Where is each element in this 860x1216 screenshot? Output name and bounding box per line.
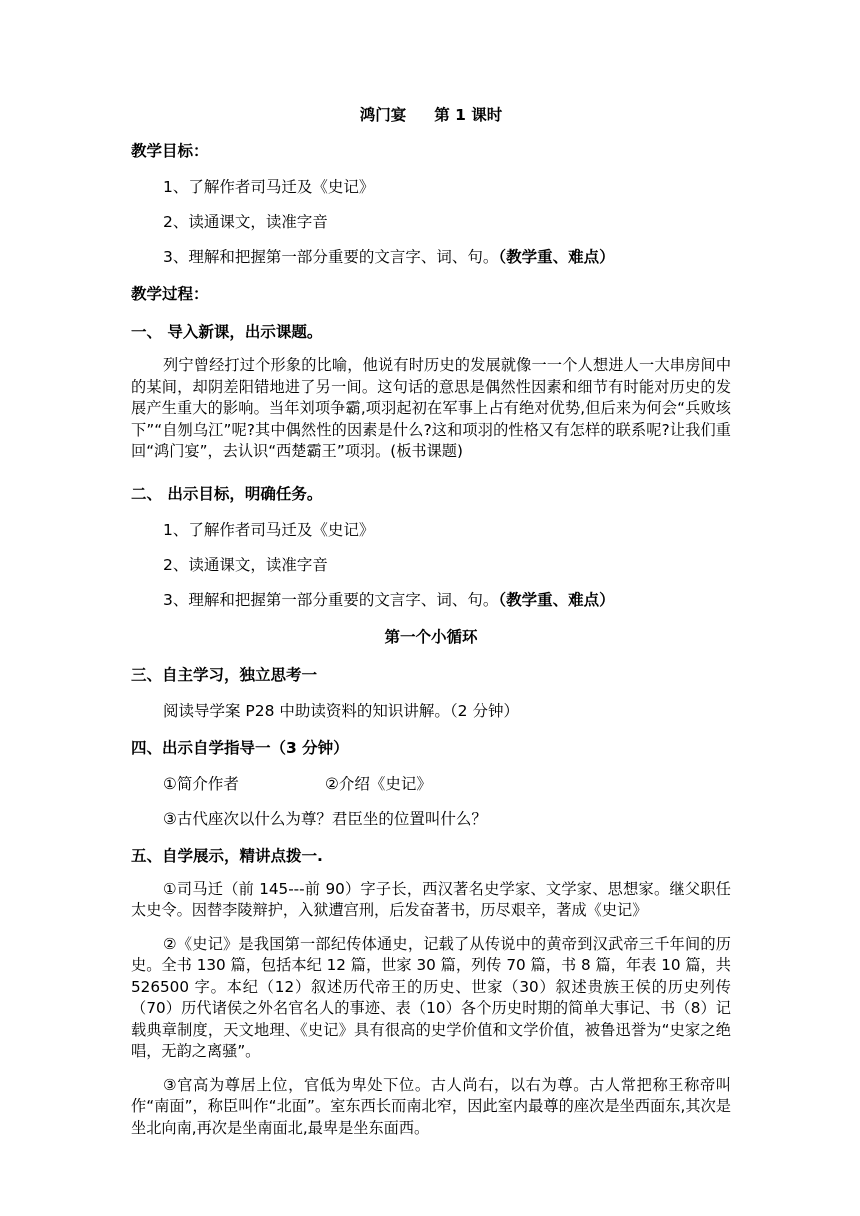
section-5-paragraph-2: ②《史记》是我国第一部纪传体通史，记载了从传说中的黄帝到汉武帝三千年间的历史。全书 130 篇，包括本纪 12 篇，世家 30 篇，列传 70 篇，书 8 篇，年表 10 篇，共 526500 字。本纪（12）叙述历代帝王的历史、世家（30）叙述贵族王侯的历史列传（70）历代诸侯之外名官名人的事迹、表（10）各个历史时期的简单大事记、书（8）记载典章制度，天文地理、《史记》具有很高的史学价值和文学价值，被鲁迅誉为“史家之绝唱，无韵之离骚”。 xyxy=(131,934,731,1060)
section-2-item-2: 2、读通课文，读准字音 xyxy=(163,555,328,574)
section-5-paragraph-1: ①司马迁（前 145---前 90）字子长，西汉著名史学家、文学家、思想家。继父职任太史令。因替李陵辩护，入狱遭宫刑，后发奋著书，历尽艰辛，著成《史记》 xyxy=(131,879,731,919)
section-4-item-2: ③古代座次以什么为尊？君臣坐的位置叫什么？ xyxy=(163,809,487,828)
document-title xyxy=(131,98,731,132)
objective-item-3-text: 3、理解和把握第一部分重要的文言字、词、句。 xyxy=(163,248,499,266)
objectives-heading: 教学目标： xyxy=(131,142,209,160)
section-4-item-1b: ②介绍《史记》 xyxy=(325,774,432,793)
section-3-heading: 三、自主学习，独立思考一 xyxy=(131,665,318,684)
section-5-heading: 五、自学展示，精讲点拨一. xyxy=(131,846,323,865)
section-2-heading: 二、 出示目标，明确任务。 xyxy=(131,484,323,503)
objective-item-1: 1、了解作者司马迁及《史记》 xyxy=(163,178,375,196)
section-4-item-1a: ①简介作者 xyxy=(163,774,239,793)
section-1-paragraph: 列宁曾经打过个形象的比喻，他说有时历史的发展就像一一个人想进人一大串房间中的某间，却阴差阳错地进了另一间。这句话的意思是偶然性因素和细节有时能对历史的发展产生重大的影响。当年刘项争霸,项羽起初在军事上占有绝对优势,但后来为何会“兵败垓下”“自刎乌江”呢?其中偶然性的因素是什么?这和项羽的性格又有怎样的联系呢?让我们重回“鸿门宴”，去认识“西楚霸王”项羽。(板书课题) xyxy=(131,356,731,460)
section-2-item-3-emphasis: （教学重、难点） xyxy=(498,590,615,609)
objective-item-3-emphasis: （教学重、难点） xyxy=(498,248,615,266)
objective-item-3 xyxy=(131,240,731,275)
title-lesson: 第 1 课时 xyxy=(434,106,503,124)
section-4-heading: 四、出示自学指导一（3 分钟） xyxy=(131,738,349,757)
objective-item-2: 2、读通课文，读准字音 xyxy=(163,213,328,231)
section-2-item-3 xyxy=(131,583,731,618)
section-5-paragraph-3: ③官高为尊居上位，官低为卑处下位。古人尚右，以右为尊。古人常把称王称帝叫作“南面”，称臣叫作“北面”。室东西长而南北窄，因此室内最尊的座次是坐西面东,其次是坐北向南,再次是坐南面北,最卑是坐东面西。 xyxy=(131,1075,731,1137)
section-1-heading: 一、 导入新课，出示课题。 xyxy=(131,323,323,341)
section-2-item-3-text: 3、理解和把握第一部分重要的文言字、词、句。 xyxy=(163,590,499,609)
section-3-item: 阅读导学案 P28 中助读资料的知识讲解。（2 分钟） xyxy=(163,701,519,720)
section-4-item-1 xyxy=(131,767,731,802)
section-2-item-1: 1、了解作者司马迁及《史记》 xyxy=(163,520,375,539)
cycle-heading: 第一个小循环 xyxy=(384,627,478,646)
document-page xyxy=(131,98,731,1151)
process-heading: 教学过程： xyxy=(131,285,209,303)
title-main: 鸿门宴 xyxy=(359,106,407,124)
